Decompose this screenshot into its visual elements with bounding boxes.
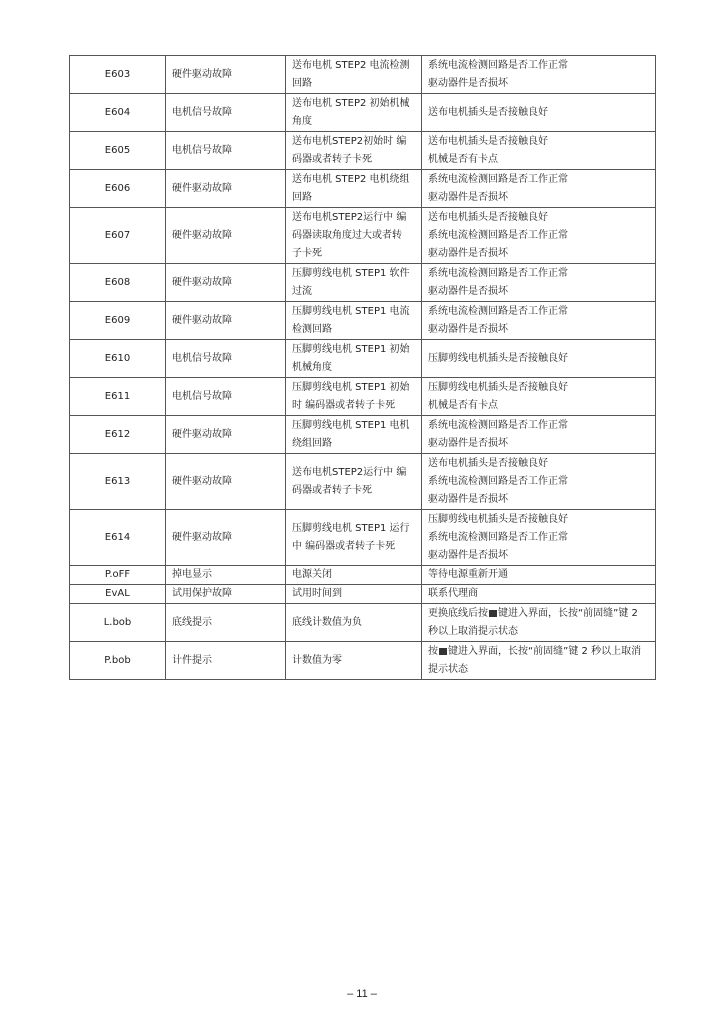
table-row <box>70 378 656 416</box>
fault-check: 等待电源重新开通 <box>422 566 656 585</box>
fault-cause: 压脚剪线电机 STEP1 电流 检测回路 <box>286 302 422 340</box>
table-row <box>70 585 656 604</box>
fault-code: E605 <box>70 132 166 170</box>
fault-code: E608 <box>70 264 166 302</box>
fault-check: 压脚剪线电机插头是否接触良好 系统电流检测回路是否工作正常 驱动器件是否损坏 <box>422 510 656 566</box>
fault-name: 掉电显示 <box>166 566 286 585</box>
table-row <box>70 132 656 170</box>
fault-name: 硬件驱动故障 <box>166 454 286 510</box>
fault-cause: 压脚剪线电机 STEP1 电机 绕组回路 <box>286 416 422 454</box>
fault-cause: 送布电机 STEP2 初始机械 角度 <box>286 94 422 132</box>
fault-code-table <box>69 55 656 680</box>
fault-name: 试用保护故障 <box>166 585 286 604</box>
fault-code: E611 <box>70 378 166 416</box>
table-row <box>70 642 656 680</box>
fault-code: E613 <box>70 454 166 510</box>
table-row <box>70 416 656 454</box>
table-row <box>70 94 656 132</box>
fault-code: E609 <box>70 302 166 340</box>
fault-code: E606 <box>70 170 166 208</box>
fault-code: P.bob <box>70 642 166 680</box>
fault-cause: 压脚剪线电机 STEP1 运行 中 编码器或者转子卡死 <box>286 510 422 566</box>
fault-check: 送布电机插头是否接触良好 机械是否有卡点 <box>422 132 656 170</box>
fault-code: EvAL <box>70 585 166 604</box>
fault-code: E603 <box>70 56 166 94</box>
fault-name: 硬件驱动故障 <box>166 510 286 566</box>
table-row <box>70 170 656 208</box>
fault-cause: 压脚剪线电机 STEP1 软件 过流 <box>286 264 422 302</box>
table-row <box>70 208 656 264</box>
fault-check: 压脚剪线电机插头是否接触良好 机械是否有卡点 <box>422 378 656 416</box>
fault-check: 更换底线后按 键进入界面，长按“前固缝”键 2 秒以上取消提示状态 <box>422 604 656 642</box>
fault-code: L.bob <box>70 604 166 642</box>
fault-cause: 送布电机STEP2运行中 编 码器读取角度过大或者转 子卡死 <box>286 208 422 264</box>
fault-code: E604 <box>70 94 166 132</box>
table-row <box>70 604 656 642</box>
fault-cause: 送布电机STEP2运行中 编 码器或者转子卡死 <box>286 454 422 510</box>
fault-name: 硬件驱动故障 <box>166 170 286 208</box>
fault-check: 系统电流检测回路是否工作正常 驱动器件是否损坏 <box>422 416 656 454</box>
fault-cause: 底线计数值为负 <box>286 604 422 642</box>
fault-check: 联系代理商 <box>422 585 656 604</box>
table-row <box>70 454 656 510</box>
fault-cause: 压脚剪线电机 STEP1 初始 机械角度 <box>286 340 422 378</box>
fault-check: 按 键进入界面，长按“前固缝”键 2 秒以上取消 提示状态 <box>422 642 656 680</box>
fault-check: 系统电流检测回路是否工作正常 驱动器件是否损坏 <box>422 56 656 94</box>
fault-code: E614 <box>70 510 166 566</box>
table-row <box>70 340 656 378</box>
fault-check: 压脚剪线电机插头是否接触良好 <box>422 340 656 378</box>
fault-code: E607 <box>70 208 166 264</box>
table-row <box>70 302 656 340</box>
square-key-icon <box>489 610 497 617</box>
table-row <box>70 56 656 94</box>
fault-code: P.oFF <box>70 566 166 585</box>
fault-cause: 压脚剪线电机 STEP1 初始 时 编码器或者转子卡死 <box>286 378 422 416</box>
page-number: – 11 – <box>347 988 377 1000</box>
fault-name: 硬件驱动故障 <box>166 264 286 302</box>
fault-name: 电机信号故障 <box>166 94 286 132</box>
fault-name: 硬件驱动故障 <box>166 208 286 264</box>
fault-name: 计件提示 <box>166 642 286 680</box>
fault-check: 系统电流检测回路是否工作正常 驱动器件是否损坏 <box>422 170 656 208</box>
fault-check: 送布电机插头是否接触良好 系统电流检测回路是否工作正常 驱动器件是否损坏 <box>422 454 656 510</box>
table-row <box>70 264 656 302</box>
fault-cause: 试用时间到 <box>286 585 422 604</box>
fault-check: 送布电机插头是否接触良好 <box>422 94 656 132</box>
table-row <box>70 510 656 566</box>
fault-name: 硬件驱动故障 <box>166 56 286 94</box>
fault-name: 电机信号故障 <box>166 378 286 416</box>
fault-cause: 计数值为零 <box>286 642 422 680</box>
fault-code: E610 <box>70 340 166 378</box>
fault-name: 电机信号故障 <box>166 132 286 170</box>
square-key-icon <box>439 648 447 655</box>
fault-cause: 电源关闭 <box>286 566 422 585</box>
fault-name: 硬件驱动故障 <box>166 416 286 454</box>
fault-check: 送布电机插头是否接触良好 系统电流检测回路是否工作正常 驱动器件是否损坏 <box>422 208 656 264</box>
fault-cause: 送布电机 STEP2 电流检测 回路 <box>286 56 422 94</box>
fault-cause: 送布电机STEP2初始时 编 码器或者转子卡死 <box>286 132 422 170</box>
table-row <box>70 566 656 585</box>
fault-check: 系统电流检测回路是否工作正常 驱动器件是否损坏 <box>422 302 656 340</box>
fault-name: 硬件驱动故障 <box>166 302 286 340</box>
fault-cause: 送布电机 STEP2 电机绕组 回路 <box>286 170 422 208</box>
fault-check: 系统电流检测回路是否工作正常 驱动器件是否损坏 <box>422 264 656 302</box>
fault-code: E612 <box>70 416 166 454</box>
fault-name: 电机信号故障 <box>166 340 286 378</box>
fault-name: 底线提示 <box>166 604 286 642</box>
